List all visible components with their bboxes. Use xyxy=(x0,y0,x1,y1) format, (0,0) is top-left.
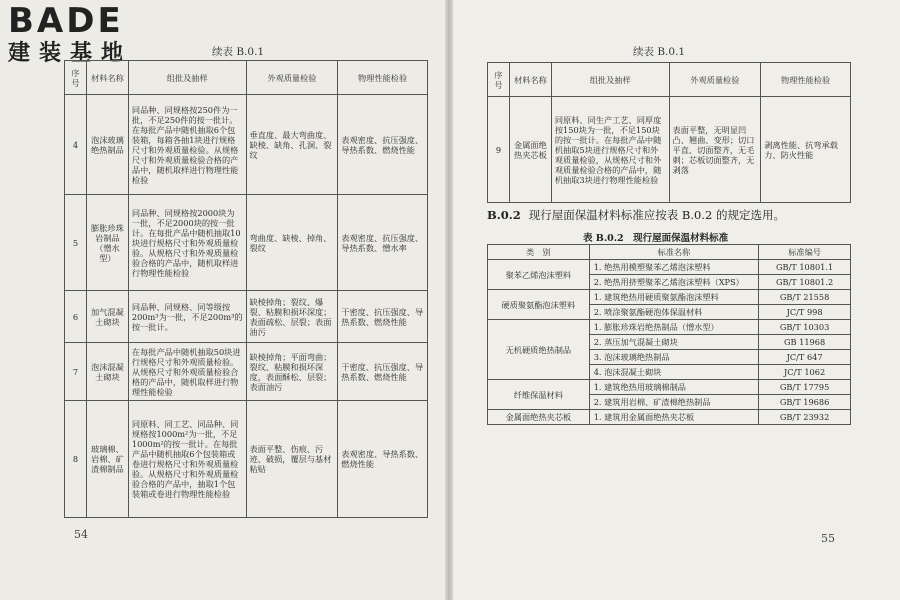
standard-name: 2. 绝热用挤塑聚苯乙烯泡沫塑料（XPS） xyxy=(589,275,759,290)
header-no: 序号 xyxy=(65,61,87,95)
standard-name: 1. 建筑绝热用硬质聚氨酯泡沫塑料 xyxy=(589,290,759,305)
standard-code: GB/T 10303 xyxy=(759,320,851,335)
category-cell: 无机硬质绝热制品 xyxy=(488,320,590,380)
header-material: 材料名称 xyxy=(509,63,551,97)
row-material: 膨胀珍珠岩制品（憎水型） xyxy=(86,195,128,291)
standard-name: 1. 建筑用金属面绝热夹芯板 xyxy=(589,410,759,425)
standard-name: 1. 建筑绝热用玻璃棉制品 xyxy=(589,380,759,395)
standard-code: JC/T 998 xyxy=(759,305,851,320)
standard-name: 2. 蒸压加气混凝土砌块 xyxy=(589,335,759,350)
row-physical: 干密度、抗压强度、导热系数、燃烧性能 xyxy=(338,291,428,343)
header-sampling: 组批及抽样 xyxy=(551,63,669,97)
right-page-number: 55 xyxy=(821,532,835,545)
row-appearance: 缺棱掉角；裂纹、爆裂、粘膜和损坏深度；表面疏松、层裂；表面油污 xyxy=(246,291,338,343)
standard-code: GB/T 10801.2 xyxy=(759,275,851,290)
table-row xyxy=(65,95,428,195)
row-appearance: 表面平整、伤痕、污迹、破损，覆层与基材粘贴 xyxy=(246,401,338,518)
table-row xyxy=(488,320,851,335)
row-sampling: 同品种、同规格、同等级按200m³为一批，不足200m³的按一批计。 xyxy=(128,291,246,343)
category-cell: 硬质聚氨酯泡沫塑料 xyxy=(488,290,590,320)
row-material: 泡沫玻璃绝热制品 xyxy=(86,95,128,195)
row-appearance: 垂直度、最大弯曲度、缺棱、缺角、孔洞、裂纹 xyxy=(246,95,338,195)
standard-name: 1. 膨胀珍珠岩绝热制品（憎水型） xyxy=(589,320,759,335)
table-row xyxy=(65,343,428,401)
logo-text: BADE xyxy=(8,1,124,41)
logo xyxy=(8,1,178,66)
header-physical: 物理性能检验 xyxy=(338,61,428,95)
standards-table xyxy=(487,244,851,425)
table-row xyxy=(65,291,428,343)
table-row xyxy=(65,195,428,291)
standard-code: GB/T 17795 xyxy=(759,380,851,395)
row-physical: 剥离性能、抗弯承载力、防火性能 xyxy=(761,97,851,203)
category-cell: 纤维保温材料 xyxy=(488,380,590,410)
logo-subtitle: 建装基地 xyxy=(8,41,133,66)
row-physical: 表观密度、抗压强度、导热系数、憎水率 xyxy=(338,195,428,291)
row-no: 5 xyxy=(65,195,87,291)
row-appearance: 弯曲度、缺棱、掉角、裂纹 xyxy=(246,195,338,291)
row-material: 玻璃棉、岩棉、矿渣棉制品 xyxy=(86,401,128,518)
left-table-caption: 续表 B.0.1 xyxy=(212,46,265,58)
row-sampling: 同原料、同生产工艺、同厚度按150块为一批，不足150块的按一批计。在每批产品中随机抽取5块进行规格尺寸和外观质量检验，从规格尺寸和外观质量检验合格的产品中，随机抽取3块进行物理性能检验 xyxy=(551,97,669,203)
row-sampling: 同品种、同规格按2000块为一批，不足2000块的按一批计。在每批产品中随机抽取10块进行规格尺寸和外观质量检验。从规格尺寸和外观质量检验合格的产品中，随机取样进行物理性能检验 xyxy=(128,195,246,291)
header-sampling: 组批及抽样 xyxy=(128,61,246,95)
row-physical: 表观密度、导热系数、燃烧性能 xyxy=(338,401,428,518)
header-material: 材料名称 xyxy=(86,61,128,95)
category-cell: 聚苯乙烯泡沫塑料 xyxy=(488,260,590,290)
header-no: 序号 xyxy=(488,63,510,97)
left-table xyxy=(64,60,428,518)
standard-name: 1. 绝热用模塑聚苯乙烯泡沫塑料 xyxy=(589,260,759,275)
standard-name: 3. 泡沫玻璃绝热制品 xyxy=(589,350,759,365)
row-appearance: 表面平整，无明显凹凸、翘曲、变形；切口平直、切面整齐，无毛刺；芯板切面整齐，无剥落 xyxy=(669,97,761,203)
row-sampling: 同原料、同工艺、同品种、同规格按1000m²为一批，不足1000m²的按一批计。在每批产品中随机抽取6个包装箱或卷进行规格尺寸和外观质量检验。从规格尺寸和外观质量检验合格的产品中，抽取1个包装箱或卷进行物理性能检验 xyxy=(128,401,246,518)
section-text: 现行屋面保温材料标准应按表 B.0.2 的规定选用。 xyxy=(528,208,785,222)
row-appearance: 缺棱掉角；平面弯曲；裂纹、粘膜和损坏深度，表面酥松、层裂；表面油污 xyxy=(246,343,338,401)
table-row xyxy=(488,260,851,275)
section-number: B.0.2 xyxy=(487,208,521,222)
header-appearance: 外观质量检验 xyxy=(669,63,761,97)
standard-code: GB/T 21558 xyxy=(759,290,851,305)
category-cell: 金属面绝热夹芯板 xyxy=(488,410,590,425)
standard-code: JC/T 647 xyxy=(759,350,851,365)
header-physical: 物理性能检验 xyxy=(761,63,851,97)
table-row xyxy=(488,380,851,395)
row-material: 金属面绝热夹芯板 xyxy=(509,97,551,203)
row-material: 加气混凝土砌块 xyxy=(86,291,128,343)
header-standard-name: 标准名称 xyxy=(589,245,759,260)
standard-code: JC/T 1062 xyxy=(759,365,851,380)
row-no: 7 xyxy=(65,343,87,401)
row-no: 6 xyxy=(65,291,87,343)
standard-code: GB/T 10801.1 xyxy=(759,260,851,275)
header-appearance: 外观质量检验 xyxy=(246,61,338,95)
right-table-caption: 续表 B.0.1 xyxy=(633,46,686,58)
header-standard-code: 标准编号 xyxy=(759,245,851,260)
row-sampling: 同品种、同规格按250件为一批，不足250件的按一批计。在每批产品中随机抽取6个包装箱，每箱各抽1块进行规格尺寸和外观质量检验。从规格尺寸和外观质量检验合格的产品中，随机取样进行物理性能检验 xyxy=(128,95,246,195)
right-page xyxy=(453,0,900,600)
standard-name: 2. 喷涂聚氨酯硬泡体保温材料 xyxy=(589,305,759,320)
standard-name: 2. 建筑用岩棉、矿渣棉绝热制品 xyxy=(589,395,759,410)
standard-code: GB 11968 xyxy=(759,335,851,350)
row-physical: 干密度、抗压强度、导热系数、燃烧性能 xyxy=(338,343,428,401)
row-sampling: 在每批产品中随机抽取50块进行规格尺寸和外观质量检验。从规格尺寸和外观质量检验合格的产品中，随机取样进行物理性能检验 xyxy=(128,343,246,401)
left-page xyxy=(0,0,447,600)
row-no: 9 xyxy=(488,97,510,203)
standard-code: GB/T 19686 xyxy=(759,395,851,410)
standard-name: 4. 泡沫混凝土砌块 xyxy=(589,365,759,380)
row-physical: 表观密度、抗压强度、导热系数、燃烧性能 xyxy=(338,95,428,195)
section-heading xyxy=(487,207,785,223)
table2-caption: 表 B.0.2 现行屋面保温材料标准 xyxy=(583,233,729,244)
table-row xyxy=(488,290,851,305)
table-row xyxy=(488,97,851,203)
left-page-number: 54 xyxy=(74,528,88,541)
row-material: 泡沫混凝土砌块 xyxy=(86,343,128,401)
header-category: 类 别 xyxy=(488,245,590,260)
row-no: 4 xyxy=(65,95,87,195)
standard-code: GB/T 23932 xyxy=(759,410,851,425)
table-row xyxy=(65,401,428,518)
table-row xyxy=(488,410,851,425)
row-no: 8 xyxy=(65,401,87,518)
right-table xyxy=(487,62,851,203)
